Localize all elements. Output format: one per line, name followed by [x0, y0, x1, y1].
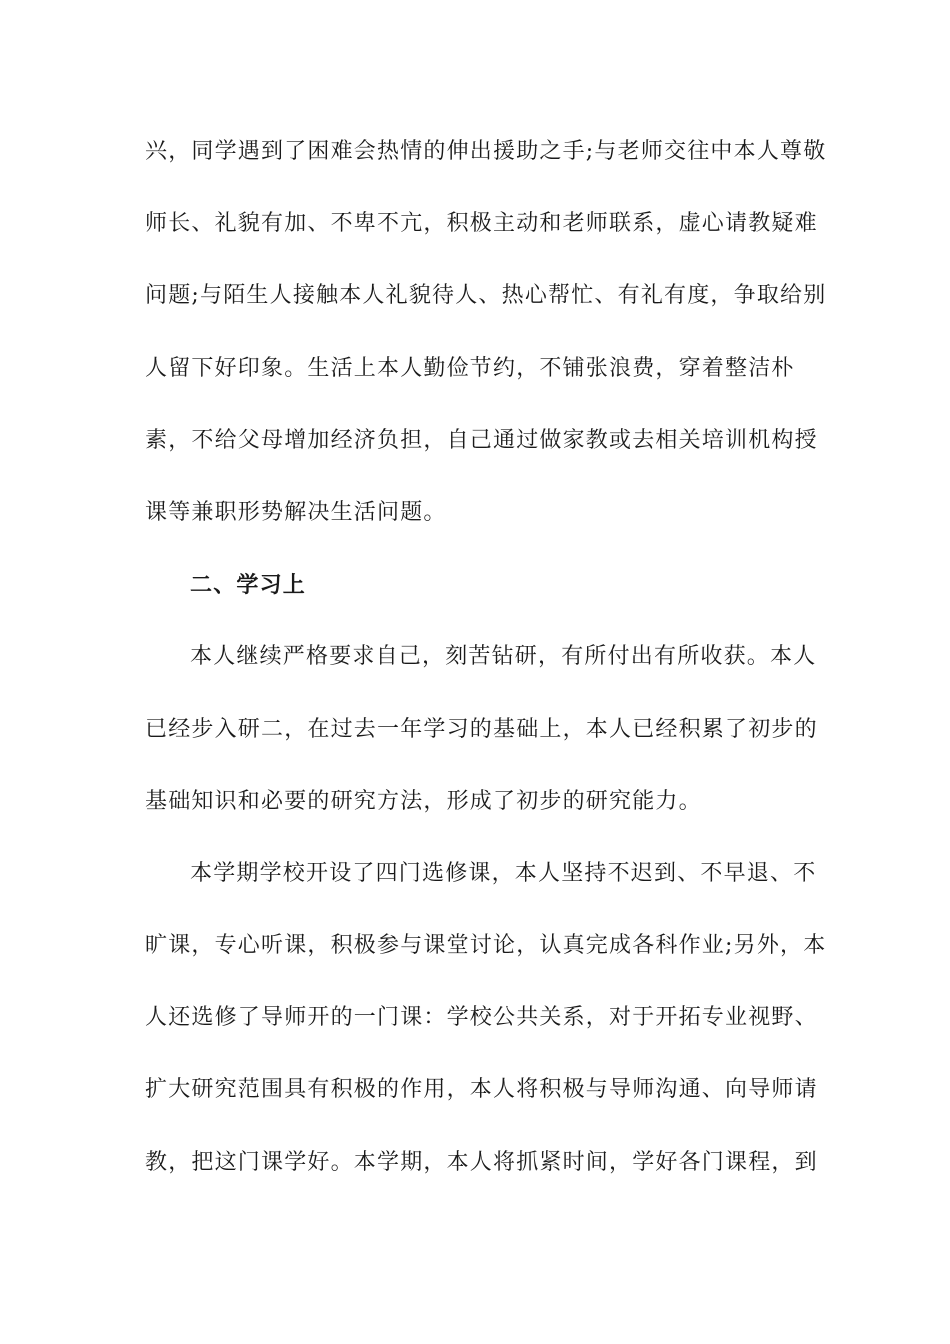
text-line: 课等兼职形势解决生活问题。 [145, 499, 447, 525]
section-heading: 二、学习上 [190, 572, 307, 599]
text-line: 师长、礼貌有加、不卑不亢，积极主动和老师联系，虚心请教疑难 [145, 211, 818, 237]
text-line: 问题;与陌生人接触本人礼貌待人、热心帮忙、有礼有度，争取给别 [145, 283, 827, 309]
text-line: 素，不给父母增加经济负担，自己通过做家教或去相关培训机构授 [145, 427, 818, 453]
text-line: 教，把这门课学好。本学期，本人将抓紧时间，学好各门课程，到 [145, 1149, 818, 1175]
text-line: 已经步入研二，在过去一年学习的基础上，本人已经积累了初步的 [145, 716, 818, 742]
text-line: 基础知识和必要的研究方法，形成了初步的研究能力。 [145, 788, 702, 814]
text-line: 人还选修了导师开的一门课：学校公共关系，对于开拓专业视野、 [145, 1005, 818, 1031]
document-body [145, 128, 827, 1211]
text-line: 本学期学校开设了四门选修课，本人坚持不迟到、不早退、不 [190, 860, 817, 886]
text-line: 旷课，专心听课，积极参与课堂讨论，认真完成各科作业;另外，本 [145, 933, 827, 959]
text-line: 人留下好印象。生活上本人勤俭节约，不铺张浪费，穿着整洁朴 [145, 355, 795, 381]
text-line: 兴，同学遇到了困难会热情的伸出援助之手;与老师交往中本人尊敬 [145, 139, 827, 164]
text-line: 本人继续严格要求自己，刻苦钻研，有所付出有所收获。本人 [190, 644, 817, 670]
text-line: 扩大研究范围具有积极的作用，本人将积极与导师沟通、向导师请 [145, 1077, 818, 1103]
